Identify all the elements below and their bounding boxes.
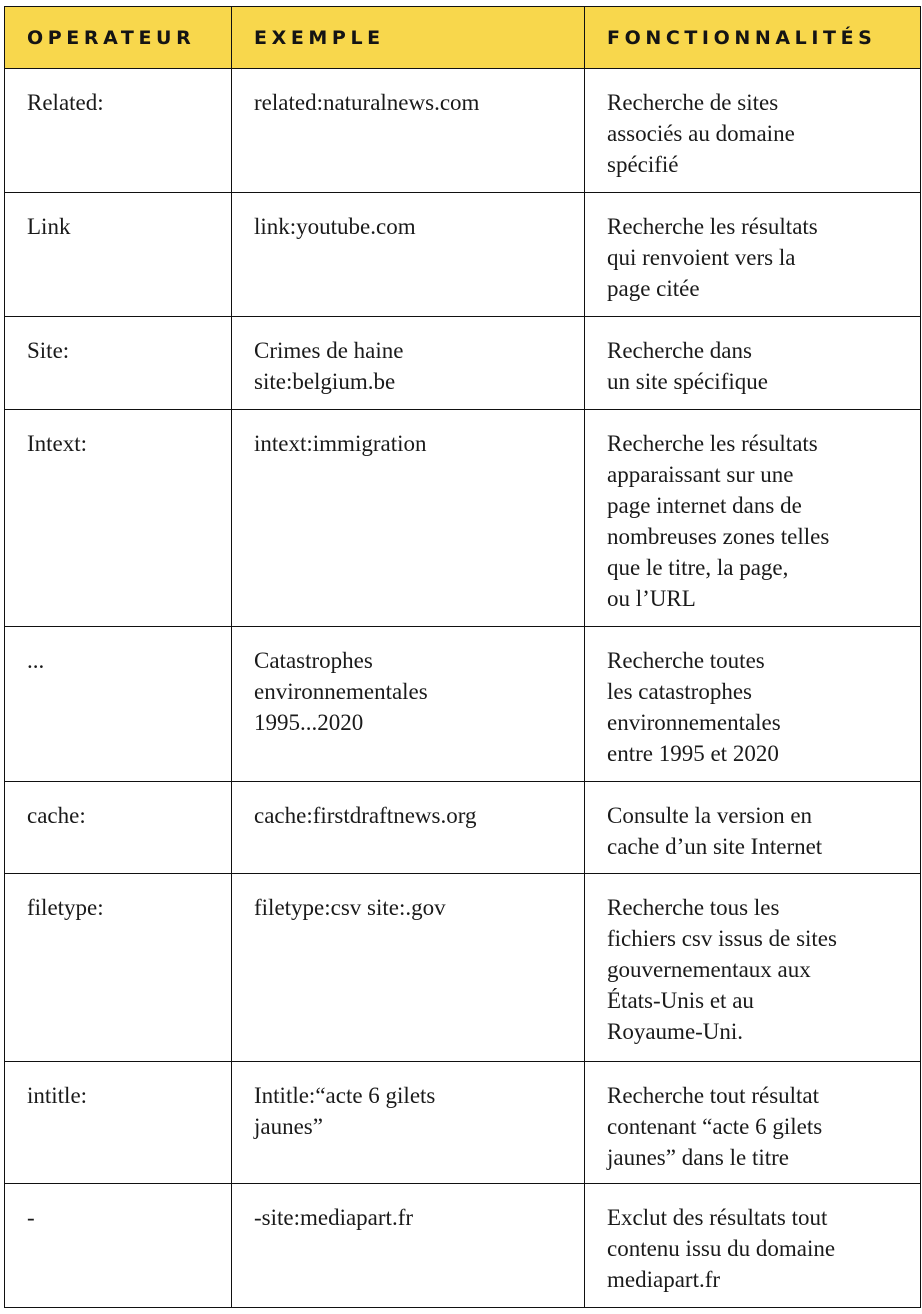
example-cell [232,874,585,1062]
text-line: jaunes” [254,1114,323,1139]
feature-cell-text [607,892,906,1047]
text-line: Exclut des résultats tout [607,1205,828,1230]
text-line: 1995...2020 [254,710,364,735]
text-line: filetype:csv site:.gov [254,895,446,920]
table-row [5,874,921,1062]
text-line: -site:mediapart.fr [254,1205,414,1230]
text-line: Recherche tout résultat [607,1083,820,1108]
example-cell [232,1062,585,1184]
text-line: cache d’un site Internet [607,834,823,859]
table-row [5,627,921,782]
text-line: Recherche tous les [607,895,780,920]
text-line: link:youtube.com [254,214,416,239]
text-line: page citée [607,276,700,301]
text-line: cache:firstdraftnews.org [254,803,477,828]
example-cell-text [254,335,570,397]
header-operateur: OPERATEUR [5,7,232,69]
text-line: - [27,1205,35,1230]
feature-cell-text [607,211,906,304]
operator-cell-text [27,211,217,242]
text-line: jaunes” dans le titre [607,1145,790,1170]
text-line: fichiers csv issus de sites [607,926,837,951]
feature-cell-text [607,645,906,769]
text-line: contenant “acte 6 gilets [607,1114,823,1139]
text-line: mediapart.fr [607,1267,721,1292]
text-line: Recherche toutes [607,648,765,673]
example-cell [232,410,585,627]
feature-cell-text [607,800,906,862]
text-line: site:belgium.be [254,369,396,394]
table-row [5,410,921,627]
feature-cell [585,782,921,874]
feature-cell [585,317,921,410]
text-line: Recherche les résultats [607,431,818,456]
text-line: Consulte la version en [607,803,813,828]
text-line: environnementales [607,710,781,735]
text-line: Intext: [27,431,88,456]
table-row [5,782,921,874]
text-line: Site: [27,338,70,363]
text-line: Recherche de sites [607,90,779,115]
feature-cell [585,69,921,193]
text-line: Link [27,214,71,239]
table-row [5,69,921,193]
text-line: Catastrophes [254,648,373,673]
feature-cell [585,410,921,627]
example-cell [232,782,585,874]
operator-cell-text [27,428,217,459]
example-cell-text [254,800,570,831]
table-header-row [5,7,921,69]
feature-cell [585,627,921,782]
example-cell-text [254,892,570,923]
text-line: gouvernementaux aux [607,957,811,982]
operator-cell-text [27,892,217,923]
feature-cell [585,874,921,1062]
operator-cell [5,193,232,317]
operator-cell [5,69,232,193]
text-line: intext:immigration [254,431,427,456]
text-line: Recherche dans [607,338,752,363]
operator-cell [5,782,232,874]
example-cell-text [254,211,570,242]
text-line: apparaissant sur une [607,462,794,487]
text-line: nombreuses zones telles [607,524,830,549]
text-line: intitle: [27,1083,88,1108]
example-cell [232,627,585,782]
search-operators-table [4,6,921,1308]
text-line: Related: [27,90,104,115]
text-line: spécifié [607,152,679,177]
text-line: related:naturalnews.com [254,90,480,115]
text-line: États-Unis et au [607,988,754,1013]
operator-cell-text [27,645,217,676]
feature-cell [585,193,921,317]
text-line: un site spécifique [607,369,768,394]
table-row [5,193,921,317]
text-line: Recherche les résultats [607,214,818,239]
text-line: Crimes de haine [254,338,404,363]
example-cell-text [254,87,570,118]
text-line: filetype: [27,895,104,920]
header-exemple: EXEMPLE [232,7,585,69]
text-line: ... [27,648,45,673]
header-fonctionnalites: FONCTIONNALITÉS [585,7,921,69]
example-cell-text [254,1080,570,1142]
operator-cell [5,1062,232,1184]
example-cell [232,69,585,193]
text-line: environnementales [254,679,428,704]
operator-cell [5,874,232,1062]
example-cell [232,1184,585,1308]
feature-cell-text [607,428,906,614]
table-row [5,1184,921,1308]
feature-cell-text [607,1202,906,1295]
text-line: Royaume-Uni. [607,1019,744,1044]
text-line: associés au domaine [607,121,795,146]
text-line: Intitle:“acte 6 gilets [254,1083,436,1108]
text-line: les catastrophes [607,679,752,704]
text-line: cache: [27,803,86,828]
operator-cell-text [27,1080,217,1111]
operator-cell [5,627,232,782]
text-line: contenu issu du domaine [607,1236,836,1261]
operator-cell [5,317,232,410]
text-line: qui renvoient vers la [607,245,796,270]
example-cell [232,193,585,317]
example-cell-text [254,1202,570,1233]
operator-cell-text [27,87,217,118]
example-cell-text [254,645,570,738]
table-row [5,1062,921,1184]
operator-cell-text [27,1202,217,1233]
feature-cell-text [607,87,906,180]
feature-cell [585,1184,921,1308]
example-cell-text [254,428,570,459]
text-line: que le titre, la page, [607,555,789,580]
feature-cell [585,1062,921,1184]
text-line: ou l’URL [607,586,696,611]
example-cell [232,317,585,410]
text-line: page internet dans de [607,493,802,518]
operator-cell [5,1184,232,1308]
operator-cell-text [27,335,217,366]
feature-cell-text [607,335,906,397]
text-line: entre 1995 et 2020 [607,741,779,766]
feature-cell-text [607,1080,906,1173]
operator-cell-text [27,800,217,831]
table-row [5,317,921,410]
operator-cell [5,410,232,627]
